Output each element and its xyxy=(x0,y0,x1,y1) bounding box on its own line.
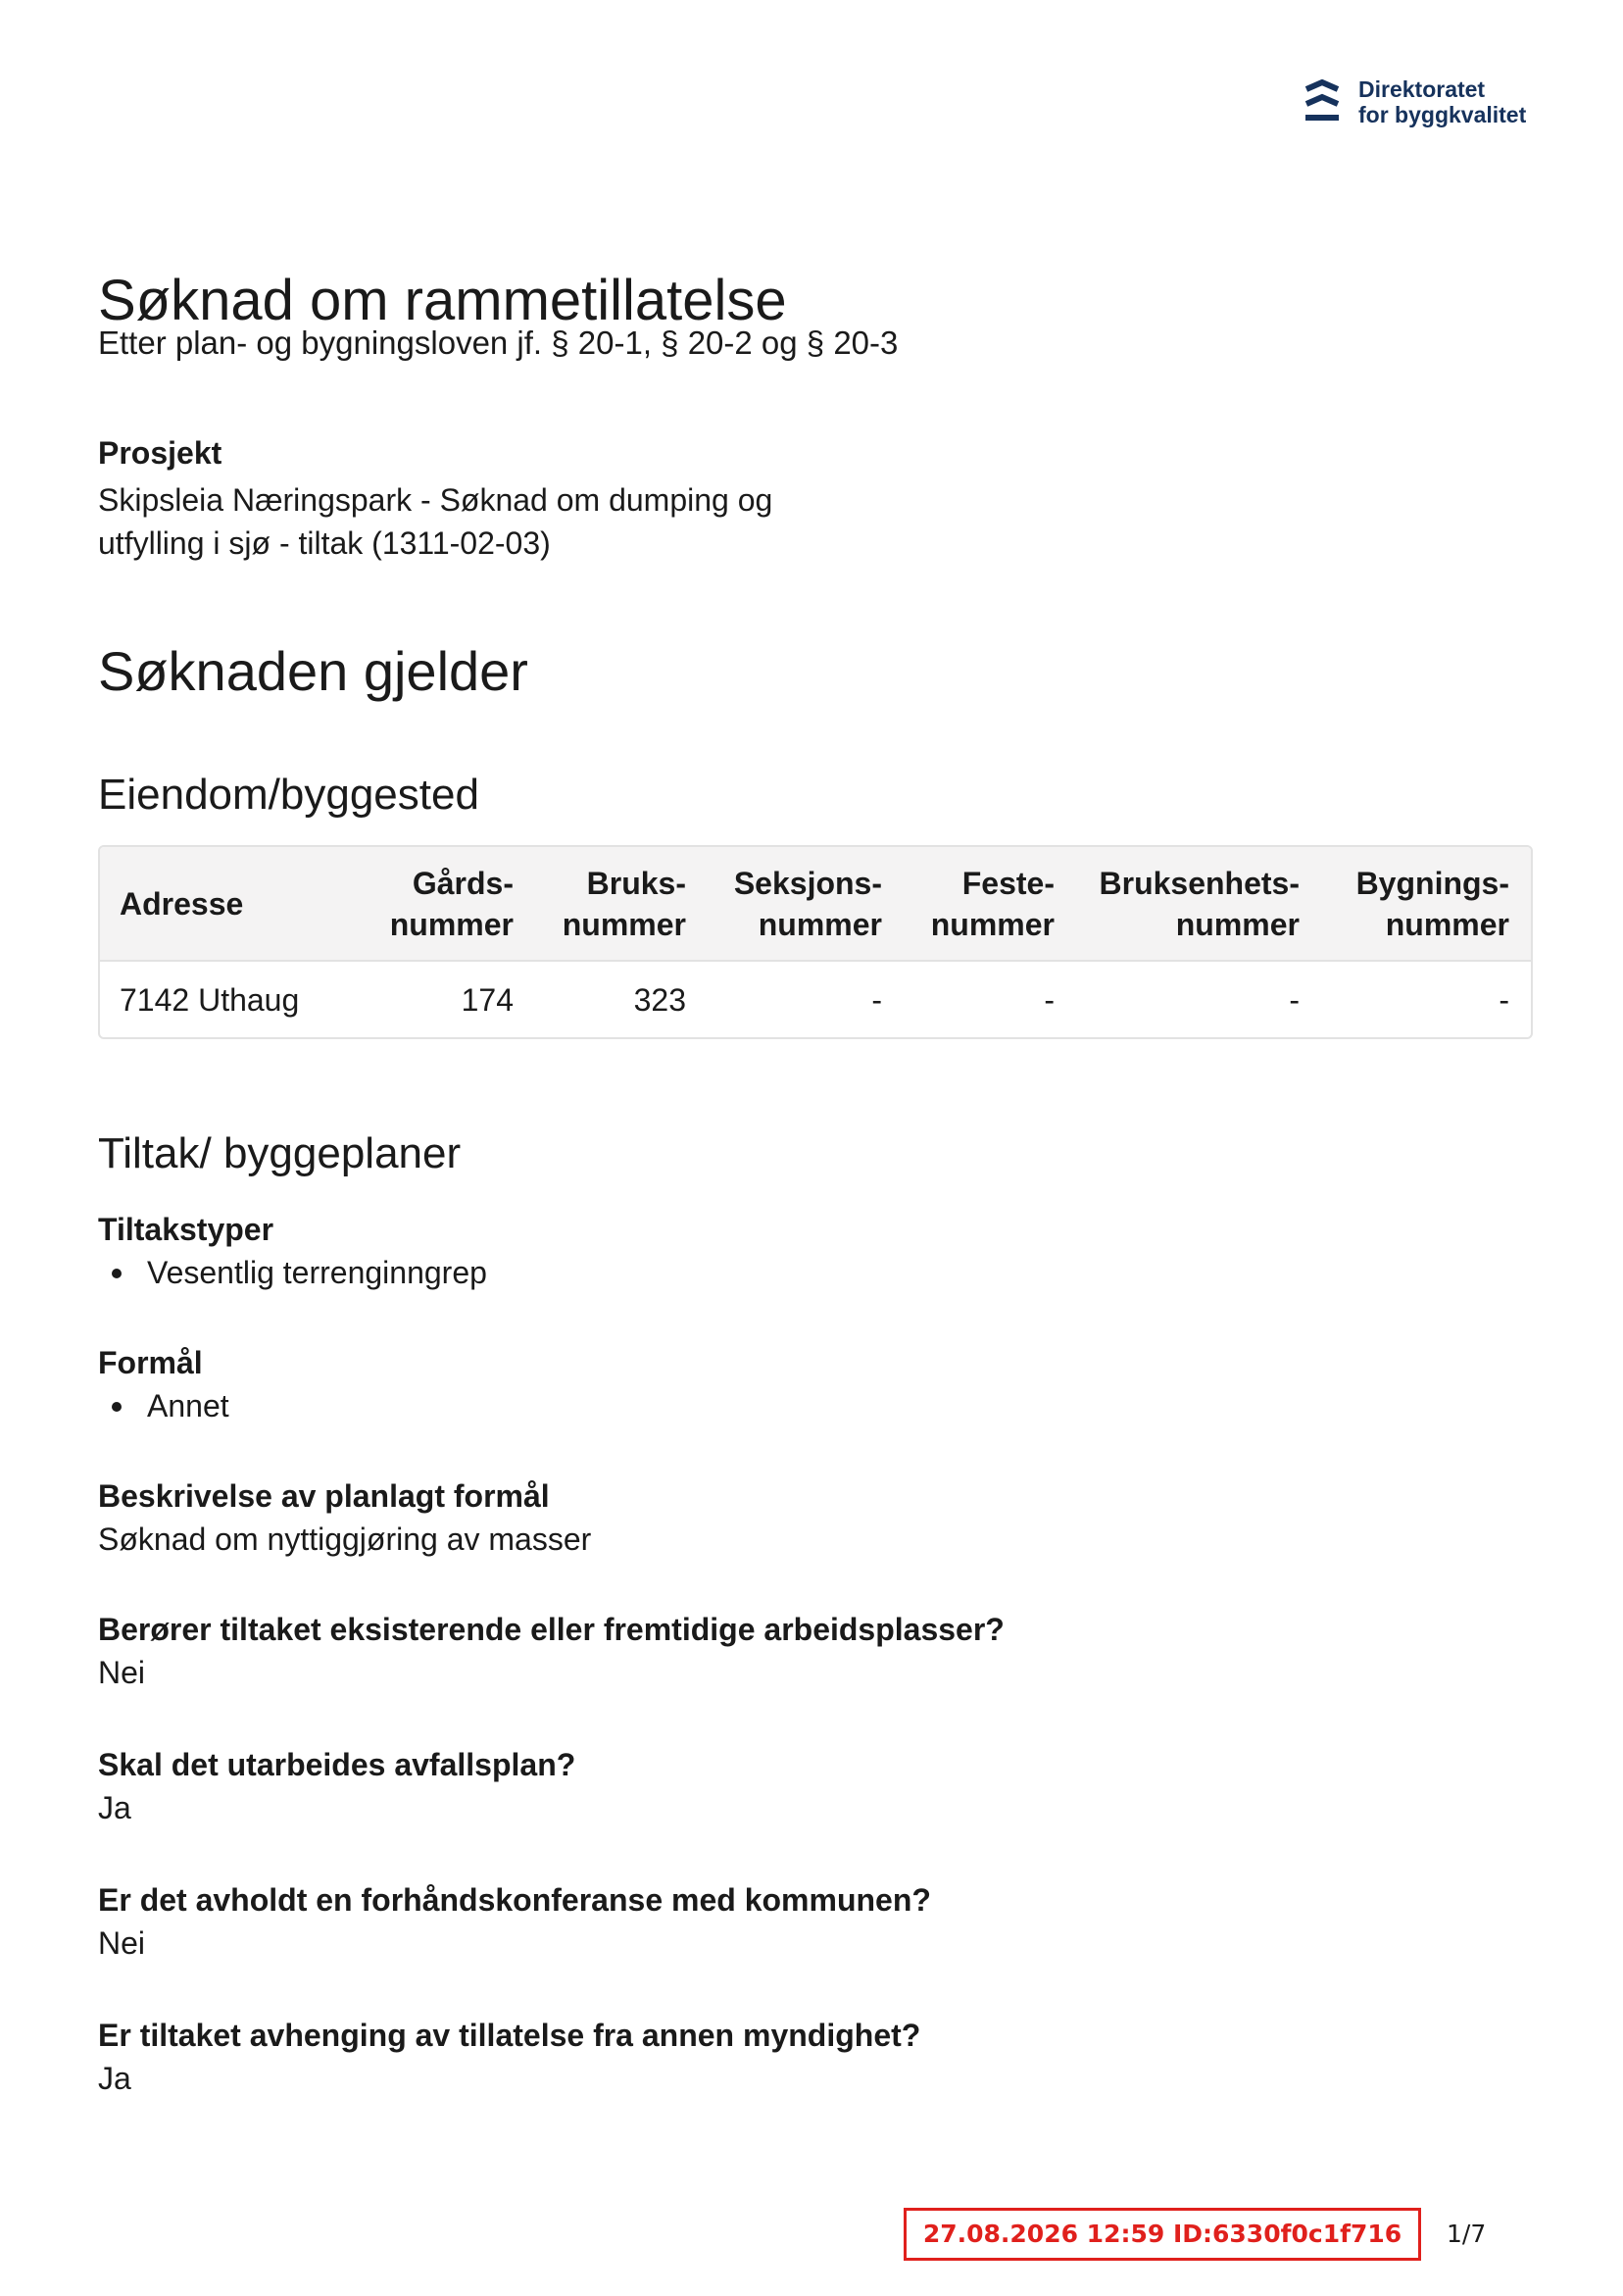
column-header-festenummer: Feste- nummer xyxy=(930,865,1055,942)
project-label: Prosjekt xyxy=(98,435,222,471)
property-heading: Eiendom/byggested xyxy=(98,771,479,819)
dibk-chevron-logo-icon xyxy=(1303,79,1341,125)
property-table-header xyxy=(100,847,1531,961)
column-header-seksjonsnummer: Seksjons- nummer xyxy=(733,865,882,942)
column-header-bygningsnummer: Bygnings- nummer xyxy=(1355,865,1509,942)
page-number: 1/7 xyxy=(1447,2220,1487,2248)
list-item: Annet xyxy=(98,1384,229,1427)
pre-conference-question: Er det avholdt en forhåndskonferanse med kommunen? xyxy=(98,1882,931,1918)
cell-adresse: 7142 Uthaug xyxy=(120,981,300,1018)
logo-line-2: for byggkvalitet xyxy=(1358,102,1527,127)
measures-heading: Tiltak/ byggeplaner xyxy=(98,1129,462,1177)
workplaces-answer: Nei xyxy=(98,1655,146,1690)
cell-gardsnummer: 174 xyxy=(461,981,514,1018)
column-header-adresse: Adresse xyxy=(120,885,244,922)
other-authority-question: Er tiltaket avhenging av tillatelse fra annen myndighet? xyxy=(98,2018,921,2053)
workplaces-question: Berører tiltaket eksisterende eller fremtidige arbeidsplasser? xyxy=(98,1612,1005,1647)
cell-bruksenhetsnummer: - xyxy=(1289,981,1300,1018)
other-authority-answer: Ja xyxy=(98,2061,131,2096)
waste-plan-answer: Ja xyxy=(98,1790,131,1825)
column-header-bruksenhetsnummer: Bruksenhets- nummer xyxy=(1099,865,1300,942)
purpose-label: Formål xyxy=(98,1345,203,1380)
waste-plan-question: Skal det utarbeides avfallsplan? xyxy=(98,1747,576,1782)
pre-conference-answer: Nei xyxy=(98,1925,146,1961)
document-subtitle: Etter plan- og bygningsloven jf. § 20-1, § 20-2 og § 20-3 xyxy=(98,324,899,361)
dibk-logo xyxy=(1303,76,1526,127)
column-header-gardsnummer: Gårds- nummer xyxy=(389,865,514,942)
logo-line-1: Direktoratet xyxy=(1358,76,1486,102)
cell-bruksnummer: 323 xyxy=(633,981,686,1018)
description-label: Beskrivelse av planlagt formål xyxy=(98,1478,550,1514)
purpose-list xyxy=(98,1384,229,1427)
cell-seksjonsnummer: - xyxy=(871,981,882,1018)
description-value: Søknad om nyttiggjøring av masser xyxy=(98,1522,592,1557)
property-table xyxy=(98,845,1533,1039)
column-header-bruksnummer: Bruks- nummer xyxy=(562,865,686,942)
logo-text xyxy=(1358,76,1526,127)
project-value: Skipsleia Næringspark - Søknad om dumping og utfylling i sjø - tiltak (1311-02-03) xyxy=(98,482,773,561)
section-heading-application: Søknaden gjelder xyxy=(98,640,528,702)
submission-stamp: 27.08.2026 12:59 ID:6330f0c1f716 xyxy=(904,2208,1421,2261)
measure-types-list xyxy=(98,1251,487,1294)
document-title: Søknad om rammetillatelse xyxy=(98,269,787,332)
measure-types-label: Tiltakstyper xyxy=(98,1212,274,1247)
cell-bygningsnummer: - xyxy=(1499,981,1509,1018)
cell-festenummer: - xyxy=(1044,981,1055,1018)
list-item: Vesentlig terrenginngrep xyxy=(98,1251,487,1294)
table-row xyxy=(100,961,1531,1037)
